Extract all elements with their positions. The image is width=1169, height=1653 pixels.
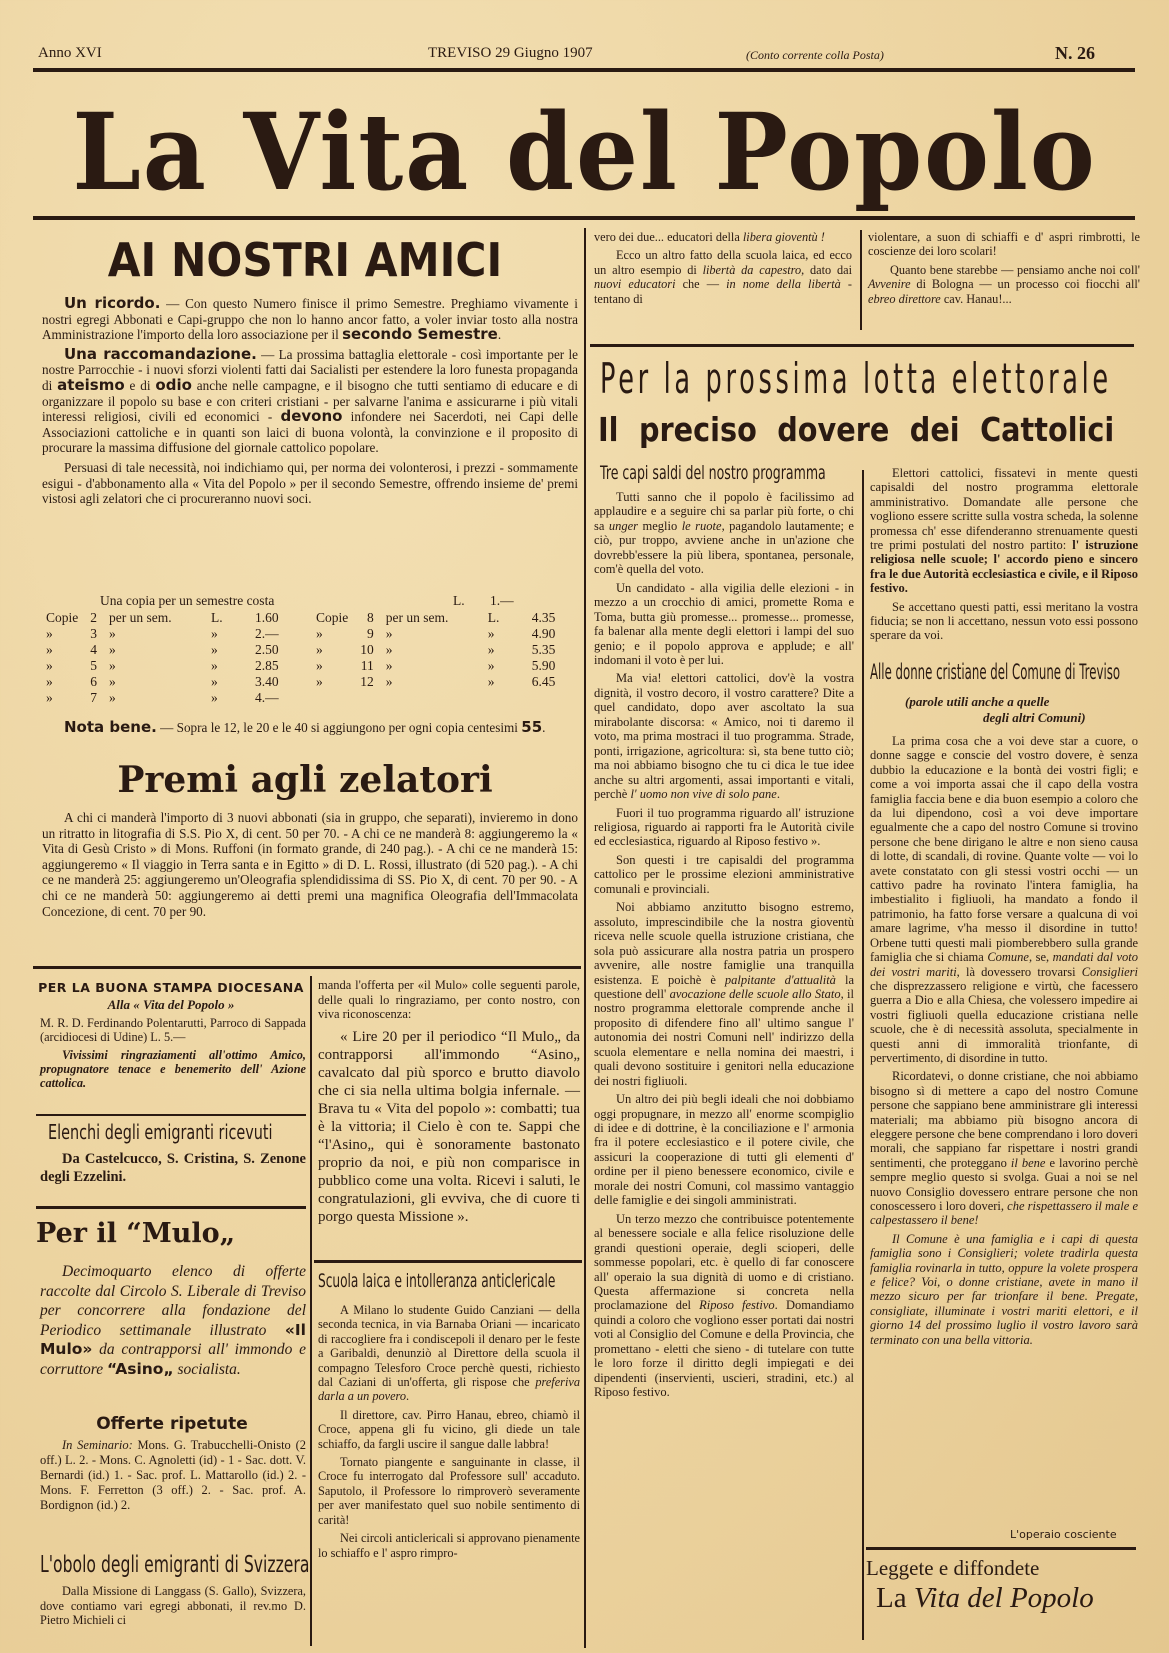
scuola-title: Scuola laica e intolleranza anticlericale [318,1270,556,1292]
donne-p1-it3: Consiglieri [1081,964,1138,979]
header-rule-bottom [33,216,1135,220]
lotta-p1-c: , pagandolo lautamente; e ciò, pur troppo, avviene anche in un'azione che dovrebb'essere la più libera, spontanea, personale, com'è quella del voto. [594,518,854,577]
price-cell-l: » [211,658,218,673]
price-cell-n: 8 [367,610,374,625]
donne-p2-a: Ricordatevi, o donne cristiane, che noi abbiamo bisogno sì di mettere a capo del nostro Comune persone che sappiano bene amministrare gli interessi materiali; ma abbiamo più bisogno ancora di eleggere persone che bene comprendano i loro doveri morali, che sappiano far rispettare i nostri grandi sentimenti, che proteggano [870,1069,1138,1170]
section-title-ai-nostri-amici: AI NOSTRI AMICI [107,233,503,287]
price-single-label: Una copia per un semestre costa [100,593,275,608]
scuola-top-c1-a: vero dei due... educatori della [594,230,743,244]
lotta-r1: Elettori cattolici, fissatevi in mente questi capisaldi del nostro programma elettorale amministrativo. Domandate alle persone che vogliono essere scritte sulla vostra scheda, la solenne promessa ch' esse difenderanno strenuamente questi tre primi postulati del nostro partito: [870,466,1138,553]
column-rule-3 [862,470,864,1640]
lotta-kicker: Per la prossima lotta elettorale [600,354,1112,403]
scuola-top-c1-it: libera gioventù ! [742,230,825,244]
lotta-p6-b: la questione dell' [594,972,854,1001]
lotta-p6-it2: avocazione delle scuole allo Stato [669,986,841,1001]
scuola-top-c2-a: violentare, a suon di schiaffi e d' aspri rimbrotti, le coscienze dei loro scolari! [868,230,1140,259]
ricordo-end: . [497,327,502,343]
price-cell-price: 4.90 [531,626,556,641]
elenchi-body [40,1150,306,1190]
lotta-p2: Un candidato - alla vigilia delle elezioni - in mezzo a un crocchio di amici, promette Roma e Toma, butta giù promesse... promesse... promesse, fa balenar alla mente degli elettori i lampi del suo genio; e il popolo approva e applude; e all' indomani il voto è per lui. [594,580,854,667]
lotta-body-col2 [870,466,1138,647]
price-cell-l: » [211,642,218,657]
price-cell-l: » [487,674,495,689]
lotta-p7: Un altro dei più begli ideali che noi dobbiamo oggi propugnare, in mezzo all' enorme scompiglio di idee e di dottrine, è la conciliazione e l' armonia fra il potere ecclesiastico e il potere civile, che assicuri la cooperazione di tutti gli elementi d' ordine per il pieno benessere economico, civile e morale dei nostri Comuni, col massimo vantaggio delle famiglie e dei singoli amministrati. [594,1092,854,1208]
price-cell-per: per un sem. [109,610,172,625]
donne-p2-it1: il bene [1010,1155,1046,1170]
price-row [40,610,285,626]
premi-text: A chi ci manderà l'importo di 3 nuovi abbonati (sia in gruppo, che separati), invieremo in dono un ritratto in litografia di S.S. Pio X, di cent. 50 per 70. - A chi ce ne manderà 8: aggiungeremo la « Vita di Gesù Cristo » di Mons. Ruffoni (in formato grande, di 240 pag.). - A chi ce ne manderà 15: aggiungeremo « Il viaggio in Terra santa e in Egitto » di D. L. Rossi, illustrato (di 520 pag.). - A chi ce ne manderà 25: aggiungeremo un'Oleografia splendidissima di SS. Pio X, di cent. 70 per 90. - A chi ce ne manderà 50: aggiungeremo ai detti premi una magnifica Oleografia dell'Immacolata Concezione, di cent. 70 per 90. [42,810,578,919]
price-cell-price: 1.60 [255,610,279,625]
donne-p1-it2: mandati dal voto dei vostri mariti [870,950,1138,979]
mulo-intro [40,1262,306,1383]
nota-text: — Sopra le 12, le 20 e le 40 si aggiungono per ogni copia centesimi [156,720,522,735]
price-cell-price: 2.— [255,626,279,641]
price-cell-l: L. [211,610,223,625]
donne-signature: L'operaio cosciente [1010,1528,1117,1541]
lotta-p3-b: . [776,787,780,802]
promo-line-2-a: La [876,1582,914,1614]
lead-ricordo: Un ricordo. [64,294,161,312]
ricordo-text: — Con questo Numero finisce il primo Semestre. Preghiamo vivamente i nostri egregi Abbonati e Capi-gruppo che non lo hanno ancor fatto, a voler inviar tosto alla nostra Amministrazione l'importo della loro associazione per il [42,296,578,343]
price-cell-l: » [211,674,218,689]
donne-p1-it1: Comune [987,950,1029,965]
promo-line-2-it: Vita del Popolo [913,1582,1094,1614]
racc-bold-2: odio [155,375,192,394]
donne-p2-it2: che rispettassero il male e calpestassero il bene! [870,1199,1138,1228]
scuola-top-c2p2-c: cav. Hanau!... [940,291,1012,306]
obolo-title: L'obolo degli emigranti di Svizzera [40,1552,310,1578]
donne-p1-c: , là dovessero trovarsi [956,964,1082,979]
scuola-p1-it: preferiva darla a un povero [318,1375,580,1404]
elenchi-title: Elenchi degli emigranti ricevuti [48,1120,273,1144]
price-row [310,642,561,658]
price-cell-label: » [316,642,323,657]
racc-text-1: — La prossima battaglia elettorale - così importante per le nostre Parrocchie - i nuovi sforzi violenti fatti dai Sacialisti per estendere la loro funesta propaganda di [42,346,578,393]
price-cell-label: » [46,658,53,673]
scuola-top-c2p2-b: di Bologna — un processo coi fiocchi all' [910,277,1140,292]
scuola-top-c2p2-a: Quanto bene starebbe — pensiamo anche noi coll' [890,262,1140,277]
promo-line-2 [876,1582,1094,1615]
scuola-top-c1p2-it2: nuovi educatori [594,277,676,292]
scuola-top-c1p2-b: , dato dai [801,262,852,277]
lotta-p6-it1: palpitante d'attualità [724,972,836,987]
rule-lotta-top [590,344,1134,347]
price-cell-n: 5 [90,658,97,673]
price-cell-label: » [316,658,323,673]
price-cell-l: L. [487,610,500,625]
price-cell-price: 3.40 [255,674,279,689]
price-cell-n: 10 [360,642,374,657]
price-cell-per: per un sem. [385,610,449,625]
price-cell-per: » [385,642,393,657]
buona-stampa-body [40,1016,306,1094]
scuola-body [318,1303,580,1564]
column-rule-3-top [860,230,862,330]
price-row [310,674,561,690]
lotta-title: Il preciso dovere dei Cattolici [598,410,1115,449]
lotta-p4: Fuori il tuo programma riguardo all' istruzione religiosa, riguardo ai rapporti fra le Autorità civile ed ecclesiastica, riguardo al Riposo festivo ». [594,805,854,849]
price-cell-price: 6.45 [531,674,556,689]
donne-subtitle-1: (parole utili anche a quelle [905,694,1050,709]
year-label: Anno XVI [38,45,102,61]
donne-title-wrap [870,660,1140,684]
scuola-top-c1p2-d: - tentano di [594,277,852,306]
price-cell-per: » [109,690,116,705]
donne-body [870,734,1138,1351]
offerte-title: Offerte ripetute [96,1414,248,1434]
lotta-p6-a: Noi abbiamo anzitutto bisogno estremo, assoluto, imprescindibile che la nostra gioventù riceva nelle scuole quella istruzione cristiana, che sola può assicurare alla nostra patria un prospero avvenire, alle nostre famiglie una tranquilla esistenza. E poichè è [594,900,854,987]
lotta-sub-wrap [600,462,860,484]
price-cell-price: 4.35 [531,610,556,625]
donne-p1-a: La prima cosa che a voi deve star a cuore, o donne sagge e conscie del vostro dovere, è senza dubbio la educazione e la bontà dei vostri figli; e come a voi importa assai che il capo della vostra famiglia faccia bene e dia buon esempio a coloro che da lui dipendono, così a voi deve importare egualmente che a capo del nostro Comune si trovino persone che bene dirigano le altre e non sieno causa di lotte, di scandali, di rovine. Quante volte — voi lo avete constatato con gli stessi vostri occhi — un cattivo padre ha rovinato l'intera famiglia, ha imbestialito i figliuoli, ha mandato a fondo il patrimonio, ha fatto forse versare a qualcuna di voi amare lagrime, v'ha messo il disordine in tutto! Orbene tutti questi mali piomberebbero sulla grande famiglia che si chiama [870,734,1138,965]
price-cell-price: 4.— [255,690,279,705]
offerte-body [40,1438,306,1517]
scuola-top-col2 [868,230,1140,310]
rule-left-mid [33,966,581,969]
column-rule-2 [584,228,586,1648]
price-table-left [40,610,285,706]
lotta-body-col1 [594,490,854,1404]
price-cell-price: 2.50 [255,642,279,657]
lotta-p8-a: Un terzo mezzo che contribuisce potentemente al benessere sociale e alla felice risoluzione delle grandi questioni operaie, degli scioperi, delle sommesse popolari, etc. è quello di far conoscere all' operaio la sua dignità di uomo e di cristiano. Questa affermazione si concreta nella proclamazione del [594,1211,854,1313]
lotta-p8-b: . Domandiamo quindi a coloro che vogliono esser portati dai nostri voti al Consiglio del Comune e della Provincia, che promettano - eletti che sieno - di tutelare con tutte le loro forze il diritto degli impiegati e dei dipendenti (inservienti, uscieri, stradini, etc.) al Riposo festivo. [594,1298,854,1400]
elenchi-title-wrap [48,1120,308,1144]
price-cell-label: » [46,642,53,657]
lead-nota-bene: Nota bene. [64,718,157,736]
dateline: TREVISO 29 Giugno 1907 [428,45,593,61]
price-cell-per: » [385,658,393,673]
donne-p1-b: , se, [1028,950,1053,965]
price-cell-per: » [109,626,116,641]
price-cell-l: » [487,626,495,641]
postal-note: (Conto corrente colla Posta) [746,48,884,62]
promo-line-1: Leggete e diffondete [866,1556,1040,1580]
nota-bold: 55 [521,718,543,736]
lotta-p3-a: Ma via! elettori cattolici, dov'è la vostra dignità, il vostro decoro, il vostro carattere? Dite a quel candidato, dopo aver ascoltato la sua mirabolante discorsa: « Amico, noi ti daremo il voto, ma prima mostraci il tuo programma. Strade, ponti, irrigazione, agricoltura: sì, sta bene tutto ciò; ma noi abbiamo bisogno che tu ci dica le tue idee anche su altri argomenti, assai importanti e vitali, perchè [594,671,854,802]
nota-bene [42,720,578,740]
scuola-top-c1p2-it3: in nome della libertà [726,277,841,292]
scuola-top-c2p2-it2: ebreo direttore [868,291,941,306]
scuola-top-c1p2-c: che — [675,277,727,292]
lotta-p3-it: l' uomo non vive di solo pane [630,787,777,802]
scuola-title-wrap [318,1270,582,1292]
ai-nostri-amici-body [42,296,578,511]
lotta-p6-c: , il nostro programma elettorale comprende anche il proposito di difendere fino all' ultimo sangue l' autonomia dei nostri Comuni nell' indirizzo della scuola elementare e nella nomina dei maestri, i quali devono sostituire i genitori nella educazione dei nostri figliuoli. [594,986,854,1088]
price-cell-per: » [109,642,116,657]
price-cell-n: 3 [90,626,97,641]
price-cell-label: Copie [46,610,79,625]
price-cell-label: Copie [316,610,349,625]
scuola-top-c1p2-a: Ecco un altro fatto della scuola laica, ed ecco un altro esempio di [594,248,852,277]
price-row [310,626,561,642]
lotta-p1-b: meglio [638,518,682,533]
lotta-r1-bold: l' istruzione religiosa nelle scuole; l' accordo pieno e sincero fra le due Autorità ecclesiastica e civile, e il Riposo festivo. [870,538,1138,596]
price-table-right [310,610,561,690]
issue-number: N. 26 [1055,43,1095,63]
price-cell-price: 5.90 [531,658,556,673]
racc-text-2: e di [124,377,156,393]
price-cell-n: 12 [360,674,374,689]
donne-subtitle-2: degli altri Comuni) [983,710,1086,725]
donne-p3: Il Comune è una famiglia e i capi di questa famiglia sono i Consiglieri; volete tradirla questa famiglia rovinarla in tutto, oppure la volete prospera e felice? Voi, o donne cristiane, avete in mano il mezzo sicuro per far trionfare il bene. Pregate, consigliate, illuminate i vostri mariti elettori, e il giorno 14 del prossimo luglio il vostro lavoro sarà terminato con una bella vittoria. [870,1231,1138,1347]
donne-p2-b: e lavorino perchè sempre meglio questo si svolga. Guai a noi se nel nuovo Consiglio dovessero entrare persone che non conoscessero i loro doveri, [870,1155,1139,1213]
mulo-intro-3: socialista. [173,1360,241,1378]
lotta-p1-it2: le ruote [681,518,722,533]
price-cell-per: » [385,626,393,641]
lotta-title-wrap [598,410,1138,449]
price-cell-n: 9 [367,626,374,641]
price-cell-l: » [211,626,218,641]
price-cell-l: » [487,642,495,657]
column-rule-1 [310,976,312,1646]
nota-end: . [542,720,546,735]
price-cell-label: » [46,690,53,705]
price-cell-price: 5.35 [531,642,556,657]
price-cell-label: » [316,674,323,689]
mulo-cont-text: manda l'offerta per «il Mulo» colle seguenti parole, delle quali lo ringraziamo, per conto nostro, con viva riconoscenza: [318,978,580,1022]
price-cell-n: 7 [90,690,97,705]
lotta-p1-a: Tutti sanno che il popolo è facilissimo ad applaudire e a seguire chi sa parlar più forte, o chi sa [594,490,854,533]
header-rule-top [33,68,1135,72]
scuola-p4: Nei circoli anticlericali si approvano pienamente lo schiaffo e l' aspro rimpro- [318,1531,580,1560]
price-cell-l: » [487,658,495,673]
masthead-title: La Vita del Popolo [72,89,1097,214]
buona-stampa-title: PER LA BUONA STAMPA DIOCESANA [38,980,304,995]
lead-raccomandazione: Una raccomandazione. [64,344,257,363]
lotta-p1-it1: unger [608,518,639,533]
scuola-p2: Il direttore, cav. Pirro Hanau, ebreo, chiamò il Croce, appena gli fu vicino, gli diede un tale schiaffo, da fargli uscire il sangue dalle labbra! [318,1407,580,1451]
price-single-l: L. [453,593,465,608]
price-row [40,674,285,690]
lotta-p5: Son questi i tre capisaldi del programma cattolico per le prossime elezioni amministrative comunali e provinciali. [594,852,854,896]
price-cell-label: » [46,626,53,641]
price-cell-per: » [385,674,393,689]
price-row [40,642,285,658]
buona-stampa-subtitle: Alla « Vita del Popolo » [107,997,235,1012]
lotta-r2: Se accettano questi patti, essi meritano la vostra fiducia; se non li accettano, nessun voto essi possono sperare da voi. [870,599,1138,643]
price-cell-per: » [109,658,116,673]
offerte-text: Mons. G. Trabucchelli-Onisto (2 off.) L. 2. - Mons. C. Agnoletti (id) - 1 - Sac. dott. V. Bernardi (id.) 1. - Sac. prof. L. Mattarollo (id.) 2. - Mons. F. Ferretton (3 off.) 2. - Sac. prof. A. Bordignon (id.) 2. [40,1438,306,1512]
price-cell-n: 11 [360,658,374,673]
obolo-title-wrap [40,1552,310,1578]
elenchi-text: Da Castelcucco, S. Cristina, S. Zenone degli Ezzelini. [40,1151,306,1185]
price-cell-label: » [46,674,53,689]
scuola-top-c2p2-it1: Avvenire [868,277,911,292]
price-row [310,610,561,626]
donne-p1-d: che disprezzassero religione e virtù, che facessero guerra a Dio e alla Chiesa, che volessero impedire ai vostri figliuoli quella educazione cristiana nelle scuole, che è di necessità assoluta, specialmente in questi anni di immoralità trionfante, di pervertimento, di disordine in tutto. [870,978,1138,1065]
buona-stampa-box [36,980,306,1013]
price-cell-label: » [316,626,323,641]
obolo-body [40,1584,306,1632]
buona-stampa-thanks: Vivissimi ringraziamenti all'ottimo Amico, propugnatore tenace e benemerito dell' Azione cattolica. [40,1048,306,1090]
scuola-p1-b: . [406,1389,410,1404]
price-cell-n: 6 [90,674,97,689]
racc-bold-1: ateismo [57,375,125,394]
price-row [40,690,285,706]
premi-body [42,810,578,923]
scuola-top-col1 [594,230,852,310]
price-cell-n: 4 [90,642,97,657]
ricordo-bold: secondo Semestre [342,325,498,344]
price-cell-per: » [109,674,116,689]
rule-scuola-top [314,1260,582,1263]
mulo-intro-bold: «Il Mulo» [40,1320,306,1358]
mulo-intro-1: Decimoquarto elenco di offerte raccolte dal Circolo S. Liberale di Treviso per concorrere alla fondazione del Periodico settimanale illustrato [40,1263,306,1339]
mulo-intro-bold-2: “Asino„ [107,1359,174,1378]
donne-title: Alle donne cristiane del Comune di Treviso [870,660,1121,684]
price-single-value: 1.— [490,593,514,608]
mulo-intro-2: da contrapporsi all' immondo e corruttore [40,1341,306,1378]
scuola-p3: Tornato piangente e sanguinante in classe, il Croce fu interrogato dal Professore sull' accaduto. Saputolo, il Professore lo rimproverò severamente per aver manifestato quel suo nobile sentimento di carità! [318,1455,580,1527]
scuola-p1-a: A Milano lo studente Guido Canziani — della seconda tecnica, in via Barnaba Oriani — incaricato di raccogliere fra i condiscepoli il denaro per le feste a Garibaldi, denunziò al Direttore della scuola il compagno Telesforo Croce perchè questi, richiesto dal Caziani di un'offerta, gli rispose che [318,1303,580,1390]
rule-mulo-top [36,1206,306,1209]
price-cell-l: » [211,690,218,705]
racc-text-3: anche nelle campagne, e il bisogno che tutti sentiamo di educare e di organizzare il popolo su base e con criteri cristiani - per salvarne l'anima e assicurarne i più vitali interessi religiosi, civili ed economici - [42,377,578,425]
mulo-cont-body [318,978,580,1230]
price-row [310,658,561,674]
rule-elenchi-top [36,1114,306,1116]
mulo-cont-quote: « Lire 20 per il periodico “Il Mulo„ da contrapporsi all'immondo “Asino„ cavalcato dal più sporco e brutto diavolo che ci sia nella ultima bolgia infernale. — Brava tu « Vita del popolo »: combatti; tua è la vittoria; il Cielo è con te. Sappi che “l'Asino„ qui è sonoramente bastonato proprio da noi, e più non comparisce in pubblico come una volta. Ricevi i saluti, le congratulazioni, gli evviva, che di cuore ti porgo questa Missione ». [318,1029,580,1226]
rule-promo-top [866,1547,1136,1550]
buona-stampa-text: M. R. D. Ferdinando Polentarutti, Parroco di Sappada (arcidiocesi di Udine) L. 5.— [40,1016,306,1044]
lotta-sub: Tre capi saldi del nostro programma [600,462,826,484]
racc-text-4: infondere nei Sacerdoti, nei Capi delle Associazioni cattoliche e in quanti son laici di buona volontà, la convinzione e il proposito di procurare la massima diffusione del giornale cattolico popolare. [42,409,578,456]
lotta-kicker-wrap [600,354,1130,403]
mulo-title: Per il “Mulo„ [36,1218,236,1249]
obolo-text: Dalla Missione di Langgass (S. Gallo), Svizzera, dove contiamo vari egregi abbonati, il rev.mo D. Pietro Michieli ci [40,1584,306,1627]
scuola-top-c1p2-it1: libertà da capestro [702,262,802,277]
persuasi-text: Persuasi di tale necessità, noi indichiamo qui, per norma dei volonterosi, i prezzi - sommamente esigui - d'abbonamento alla « Vita del Popolo » per il secondo Semestre, offrendo insieme de' premi vistosi agli zelatori che ci procureranno nuovi soci. [42,459,578,507]
racc-bold-3: devono [280,407,343,426]
price-row [40,626,285,642]
price-cell-price: 2.85 [255,658,279,673]
price-row [40,658,285,674]
section-title-premi: Premi agli zelatori [117,759,493,801]
lotta-p8-it: Riposo festivo [699,1298,775,1313]
offerte-lead: In Seminario: [62,1438,133,1452]
price-cell-n: 2 [90,610,97,625]
